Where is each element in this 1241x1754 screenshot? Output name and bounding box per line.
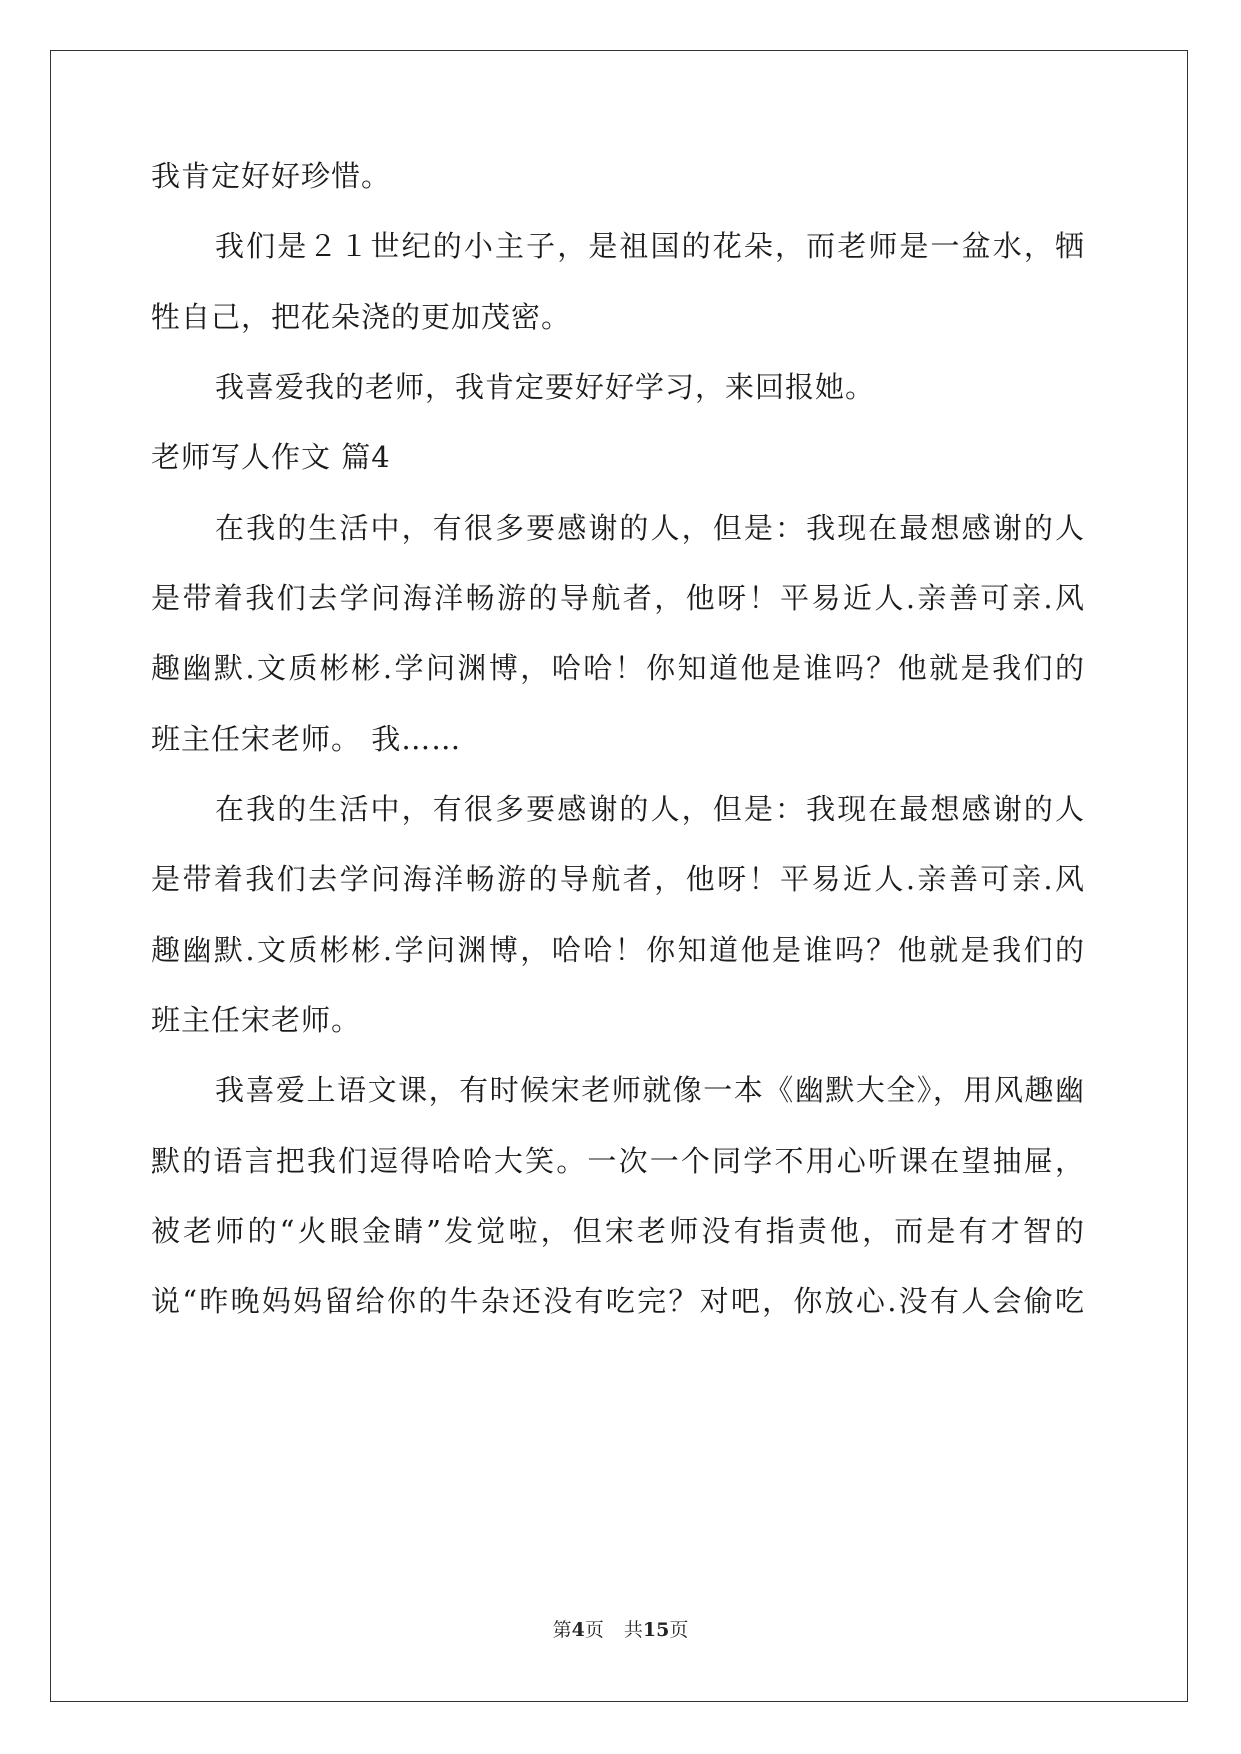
- page-prefix: 第: [552, 1619, 572, 1641]
- text-line: 说“昨晚妈妈留给你的牛杂还没有吃完？对吧，你放心.没有人会偷吃: [151, 1284, 1084, 1318]
- text-line: 我喜爱上语文课，有时候宋老师就像一本《幽默大全》，用风趣幽: [215, 1073, 1084, 1107]
- text-line: 牲自己，把花朵浇的更加茂密。: [151, 300, 572, 334]
- text-line: 趣幽默.文质彬彬.学问渊博，哈哈！你知道他是谁吗？他就是我们的: [151, 651, 1084, 685]
- text-line: 被老师的“火眼金睛”发觉啦，但宋老师没有指责他，而是有才智的: [151, 1214, 1084, 1248]
- page-suffix: 页: [584, 1619, 604, 1641]
- page-number: 4: [571, 1619, 585, 1641]
- section-heading: 老师写人作文 篇4: [151, 440, 391, 474]
- text-line: 是带着我们去学问海洋畅游的导航者，他呀！平易近人.亲善可亲.风: [151, 581, 1084, 615]
- text-line: 我肯定好好珍惜。: [151, 159, 392, 193]
- text-line: 班主任宋老师。 我……: [151, 722, 462, 756]
- total-prefix: 共: [623, 1619, 643, 1641]
- text-line: 我喜爱我的老师，我肯定要好好学习，来回报她。: [215, 370, 876, 404]
- page-total: 15: [642, 1619, 670, 1641]
- text-line: 在我的生活中，有很多要感谢的人，但是：我现在最想感谢的人: [215, 792, 1084, 826]
- text-line: 我们是２１世纪的小主子，是祖国的花朵，而老师是一盆水，牺: [215, 229, 1084, 263]
- text-line: 默的语言把我们逗得哈哈大笑。一次一个同学不用心听课在望抽屉，: [151, 1144, 1084, 1178]
- text-line: 班主任宋老师。: [151, 1003, 362, 1037]
- total-suffix: 页: [669, 1619, 689, 1641]
- text-line: 趣幽默.文质彬彬.学问渊博，哈哈！你知道他是谁吗？他就是我们的: [151, 933, 1084, 967]
- text-line: 是带着我们去学问海洋畅游的导航者，他呀！平易近人.亲善可亲.风: [151, 862, 1084, 896]
- page-footer: [0, 1618, 1241, 1642]
- text-line: 在我的生活中，有很多要感谢的人，但是：我现在最想感谢的人: [215, 511, 1084, 545]
